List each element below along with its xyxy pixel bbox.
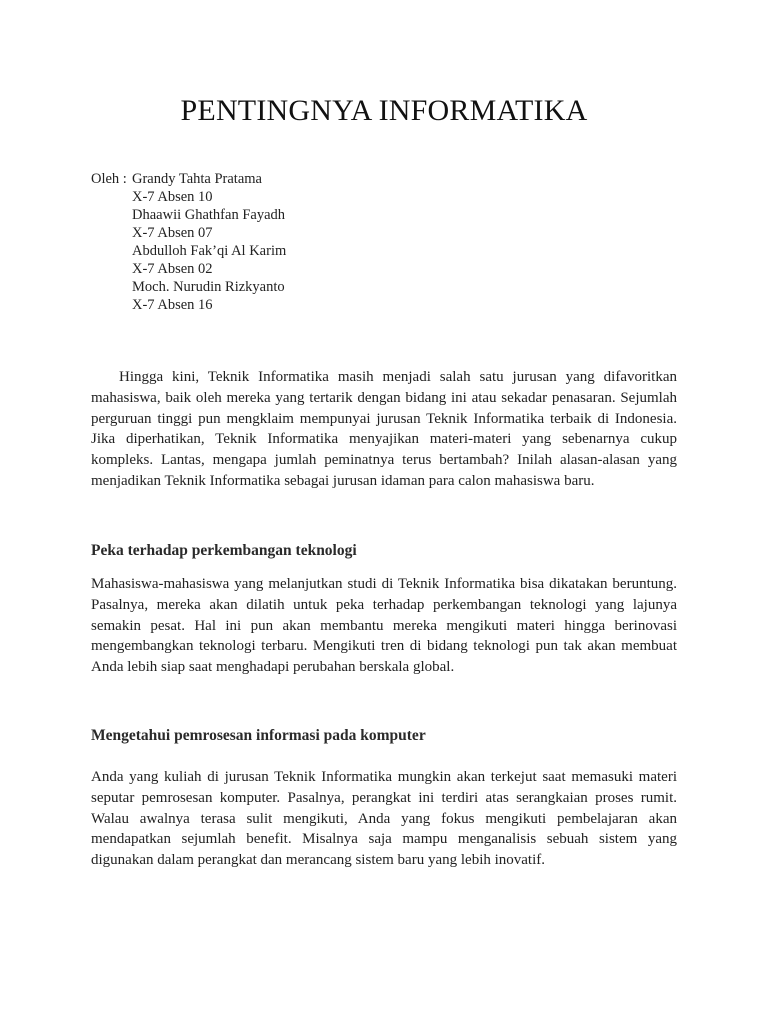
author-line [91, 296, 286, 314]
author-name: Grandy Tahta Pratama [132, 171, 262, 187]
author-line [91, 278, 286, 296]
author-name: Abdulloh Fak’qi Al Karim [132, 243, 287, 259]
author-name: Moch. Nurudin Rizkyanto [132, 279, 285, 295]
document-title: PENTINGNYA INFORMATIKA [180, 94, 588, 127]
section-heading-pemrosesan-informasi: Mengetahui pemrosesan informasi pada komputer [91, 727, 426, 744]
author-line [91, 188, 286, 206]
intro-paragraph: Hingga kini, Teknik Informatika masih menjadi salah satu jurusan yang difavoritkan mahasiswa, baik oleh mereka yang tertarik dengan bidang ini atau sekadar penasaran. Sejumlah perguruan tinggi pun mengklaim mempunyai jurusan Teknik Informatika terbaik di Indonesia. Jika diperhatikan, Teknik Informatika menyajikan materi-materi yang sebenarnya cukup kompleks. Lantas, mengapa jumlah peminatnya terus bertambah? Inilah alasan-alasan yang menjadikan Teknik Informatika sebagai jurusan idaman para calon mahasiswa baru. [91, 369, 677, 489]
section-heading-peka-teknologi: Peka terhadap perkembangan teknologi [91, 542, 357, 559]
author-line [91, 260, 286, 278]
author-line [91, 242, 286, 260]
author-line [91, 206, 286, 224]
author-line [91, 224, 286, 242]
authors-prefix: Oleh : [91, 171, 127, 187]
section-body-peka-teknologi: Mahasiswa-mahasiswa yang melanjutkan studi di Teknik Informatika bisa dikatakan beruntung. Pasalnya, mereka akan dilatih untuk peka terhadap perkembangan teknologi yang lajunya semakin pesat. Hal ini pun akan membantu mereka mengikuti materi hingga berinovasi mengembangkan teknologi terbaru. Mengikuti tren di bidang teknologi pun tak akan membuat Anda lebih siap saat menghadapi perubahan berskala global. [91, 576, 677, 676]
author-line [91, 170, 286, 188]
author-block [91, 170, 286, 314]
section-body-pemrosesan-informasi: Anda yang kuliah di jurusan Teknik Informatika mungkin akan terkejut saat memasuki materi seputar pemrosesan komputer. Pasalnya, perangkat ini terdiri atas serangkaian proses rumit. Walau awalnya terasa sulit mengikuti, Anda yang fokus mengikuti pembelajaran akan mendapatkan sejumlah benefit. Misalnya saja mampu menganalisis sebuah sistem yang digunakan dalam perangkat dan merancang sistem baru yang lebih inovatif. [91, 769, 677, 869]
author-class: X-7 Absen 16 [132, 297, 213, 313]
author-class: X-7 Absen 10 [132, 189, 213, 205]
author-name: Dhaawii Ghathfan Fayadh [132, 207, 286, 223]
author-class: X-7 Absen 02 [132, 261, 213, 277]
author-class: X-7 Absen 07 [132, 225, 213, 241]
